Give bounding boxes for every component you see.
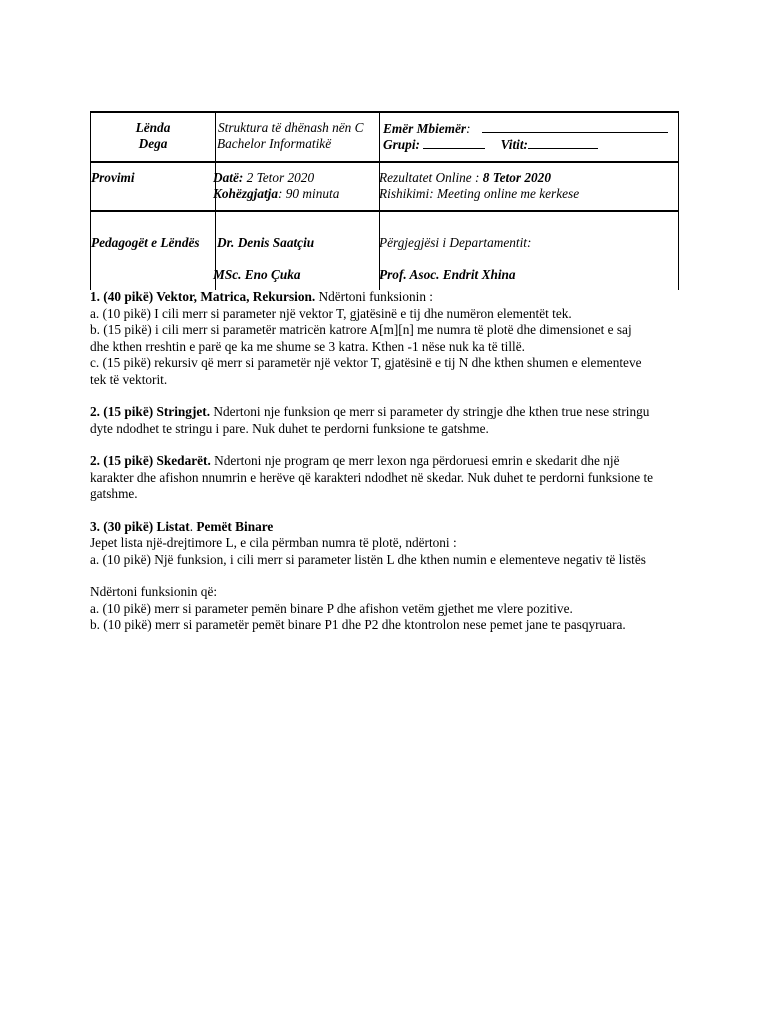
question-3 [90, 453, 690, 503]
teachers-label: Pedagogët e Lëndës [91, 235, 200, 250]
question-4-title-b: Pemët Binare [196, 518, 274, 534]
teacher-1: Dr. Denis Saatçiu [217, 235, 315, 250]
exam-date [213, 170, 314, 187]
teacher-2: MSc. Eno Çuka [213, 267, 301, 282]
question-1-part-c-line2: tek të vektorit. [90, 371, 168, 387]
year-blank [528, 136, 598, 149]
results-label: Rezultatet Online : [379, 170, 483, 185]
branch-value: Bachelor Informatikë [217, 136, 332, 151]
question-3-line1 [90, 453, 690, 470]
question-2-line2: dyte ndodhet te stringu i pare. Nuk duhet te perdorni funksione te gatshme. [90, 420, 489, 436]
question-1-part-b-line1: b. (15 pikë) i cili merr si parametër matricën katrore A[m][n] me numra të plotë dhe dimensionet e saj [90, 322, 632, 337]
group-year-field [383, 136, 598, 154]
department-head-name: Prof. Asoc. Endrit Xhina [379, 267, 516, 282]
question-1-part-b-line2: dhe kthen rreshtin e parë qe ka me shume se 3 katra. Kthen -1 nëse nuk ka të tillë. [90, 338, 525, 354]
student-name-colon: : [466, 121, 471, 136]
question-2 [90, 404, 690, 437]
question-4-tree-part-a: a. (10 pikë) merr si parameter pemën binare P dhe afishon vetëm gjethet me vlere pozitive. [90, 600, 573, 616]
question-4-part-a: a. (10 pikë) Një funksion, i cili merr si parameter listën L dhe kthen numin e elementeve negativ të listës [90, 551, 646, 567]
student-name-blank [482, 120, 668, 133]
exam-header-table [90, 111, 679, 290]
question-1-title: 1. (40 pikë) Vektor, Matrica, Rekursion. [90, 289, 316, 304]
exam-duration-value: : 90 minuta [278, 186, 340, 201]
question-2-text: Ndertoni nje funksion qe merr si parameter dy stringje dhe kthen true nese stringu [210, 404, 650, 419]
question-3-line3: gatshme. [90, 486, 138, 501]
question-4-intro-2: Ndërtoni funksionin që: [90, 584, 218, 599]
question-1-intro: Ndërtoni funksionin : [315, 289, 434, 304]
results-value: 8 Tetor 2020 [482, 170, 551, 185]
exam-date-label: Datë: [213, 170, 244, 185]
student-name-label: Emër Mbiemër [383, 121, 467, 136]
question-3-title: 2. (15 pikë) Skedarët. [90, 453, 211, 468]
branch-label: Dega [138, 136, 168, 151]
review-info: Rishikimi: Meeting online me kerkese [379, 186, 580, 201]
student-name-field [383, 120, 668, 138]
group-label: Grupi: [383, 137, 420, 152]
exam-duration-label: Kohëzgjatja [213, 186, 279, 201]
question-4-intro: Jepet lista një-drejtimore L, e cila përmban numra të plotë, ndërtoni : [90, 535, 457, 550]
question-4 [90, 519, 690, 634]
results-date [379, 170, 551, 187]
question-1 [90, 289, 690, 388]
question-4-title-sep: . [189, 518, 197, 534]
question-1-part-a: a. (10 pikë) I cili merr si parameter një vektor T, gjatësinë e tij dhe numëron elementët tek. [90, 305, 572, 321]
column-divider [678, 113, 679, 290]
exam-label: Provimi [91, 170, 135, 185]
department-head-label: Përgjegjësi i Departamentit: [379, 235, 532, 250]
question-4-tree-part-b: b. (10 pikë) merr si parametër pemët binare P1 dhe P2 dhe ktontrolon nese pemet jane te pasqyruara. [90, 617, 626, 632]
question-4-title [90, 519, 690, 536]
subject-value: Struktura të dhënash nën C [218, 120, 364, 135]
group-blank [423, 136, 485, 149]
exam-duration [213, 186, 339, 203]
question-4-title-a: 3. (30 pikë) Listat [90, 518, 190, 534]
question-2-line1 [90, 404, 690, 421]
question-1-header [90, 289, 690, 306]
question-1-part-c-line1: c. (15 pikë) rekursiv që merr si parametër një vektor T, gjatësinë e tij N dhe kthen shumen e elementeve [90, 355, 642, 370]
exam-questions [90, 289, 690, 634]
question-2-title: 2. (15 pikë) Stringjet. [90, 404, 211, 419]
subject-label: Lënda [135, 120, 171, 135]
year-label: Vitit: [500, 137, 528, 152]
exam-date-value: 2 Tetor 2020 [243, 170, 315, 185]
question-3-line2: karakter dhe afishon nnumrin e herëve që karakteri ndodhet në skedar. Nuk duhet te perdorni funksione te [90, 469, 654, 485]
question-3-text: Ndertoni nje program qe merr lexon nga përdoruesi emrin e skedarit dhe një [210, 453, 620, 468]
